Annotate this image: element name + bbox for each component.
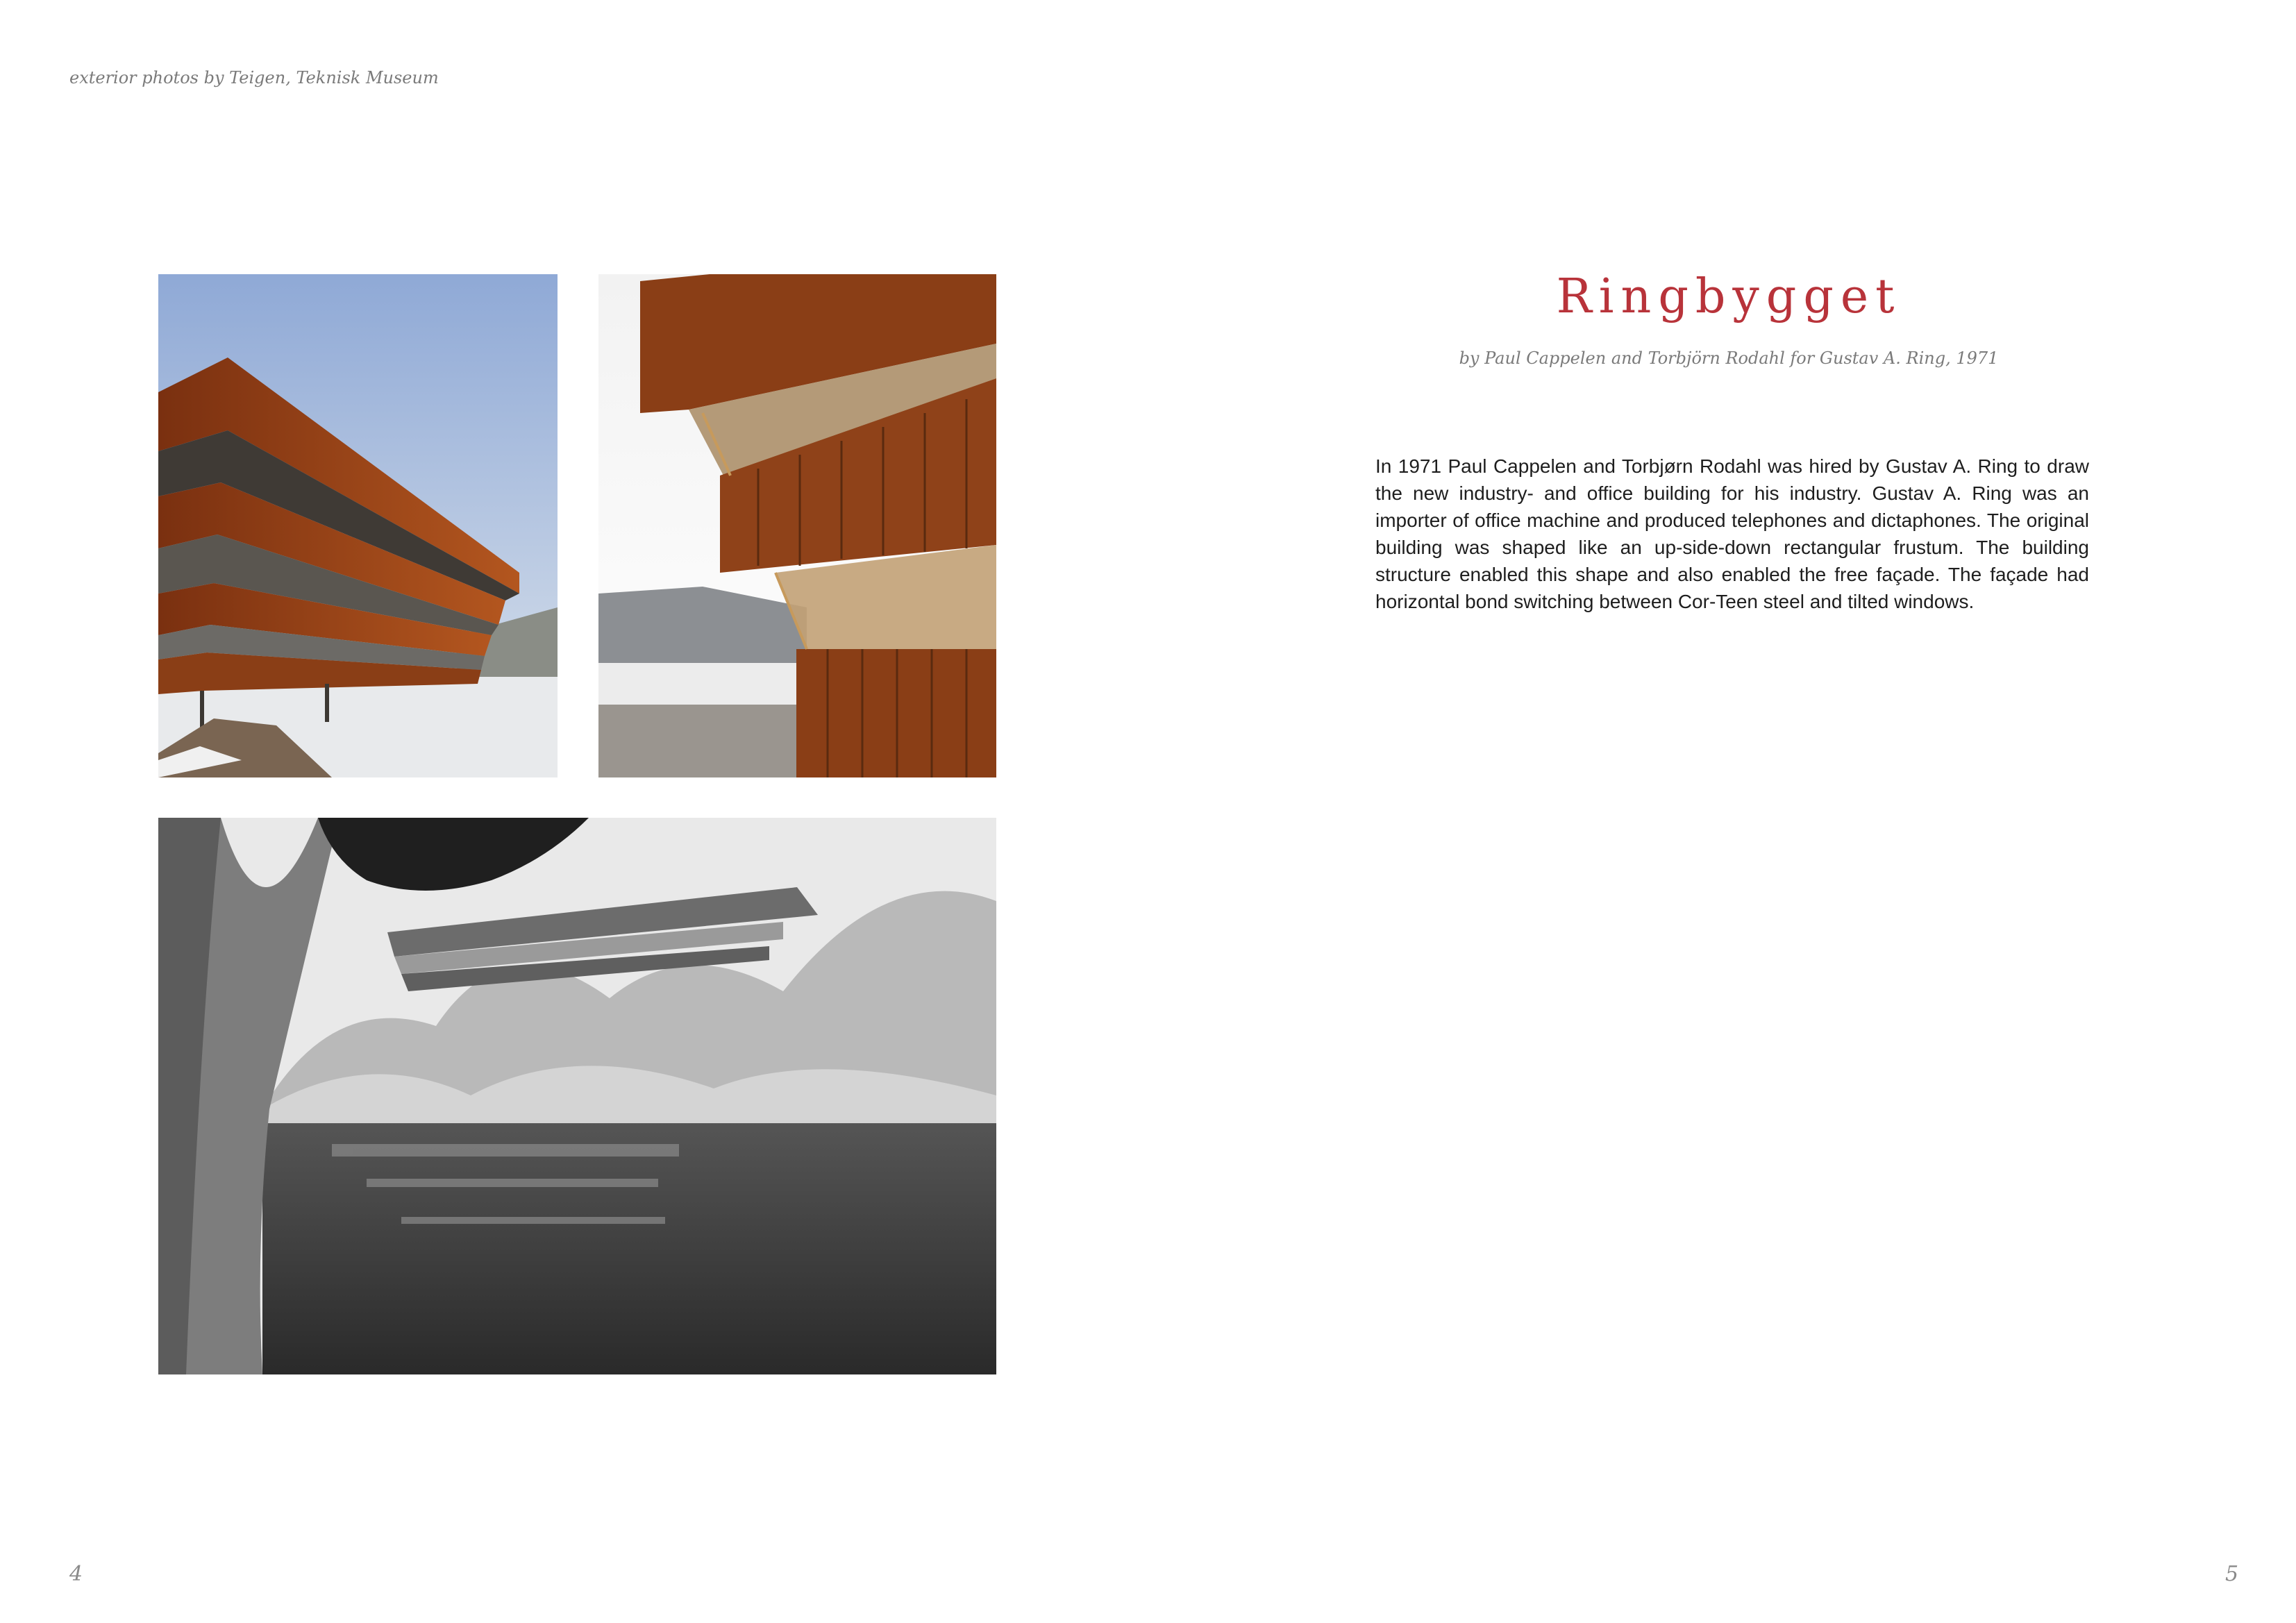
exterior-photo-detail <box>598 274 996 777</box>
exterior-photo-corner <box>158 274 558 777</box>
article-title: Ringbygget <box>1556 269 1902 324</box>
page-number-left: 4 <box>69 1562 83 1586</box>
article-subtitle: by Paul Cappelen and Torbjörn Rodahl for Gustav A. Ring, 1971 <box>1459 348 1999 368</box>
article-body: In 1971 Paul Cappelen and Torbjørn Rodahl was hired by Gustav A. Ring to draw the new industry- and office building for his industry. Gustav A. Ring was an importer of office machine and produced telephones and dictaphones. The original building was shaped like an up-side-down rectangular frustum. The building structure enabled this shape and also enabled the free façade. The façade had horizontal bond switching between Cor-Teen steel and tilted windows. <box>1375 455 2089 612</box>
exterior-photo-lake <box>158 818 996 1374</box>
page-number-right: 5 <box>2225 1562 2239 1586</box>
photo-credit: exterior photos by Teigen, Teknisk Museum <box>69 68 439 87</box>
